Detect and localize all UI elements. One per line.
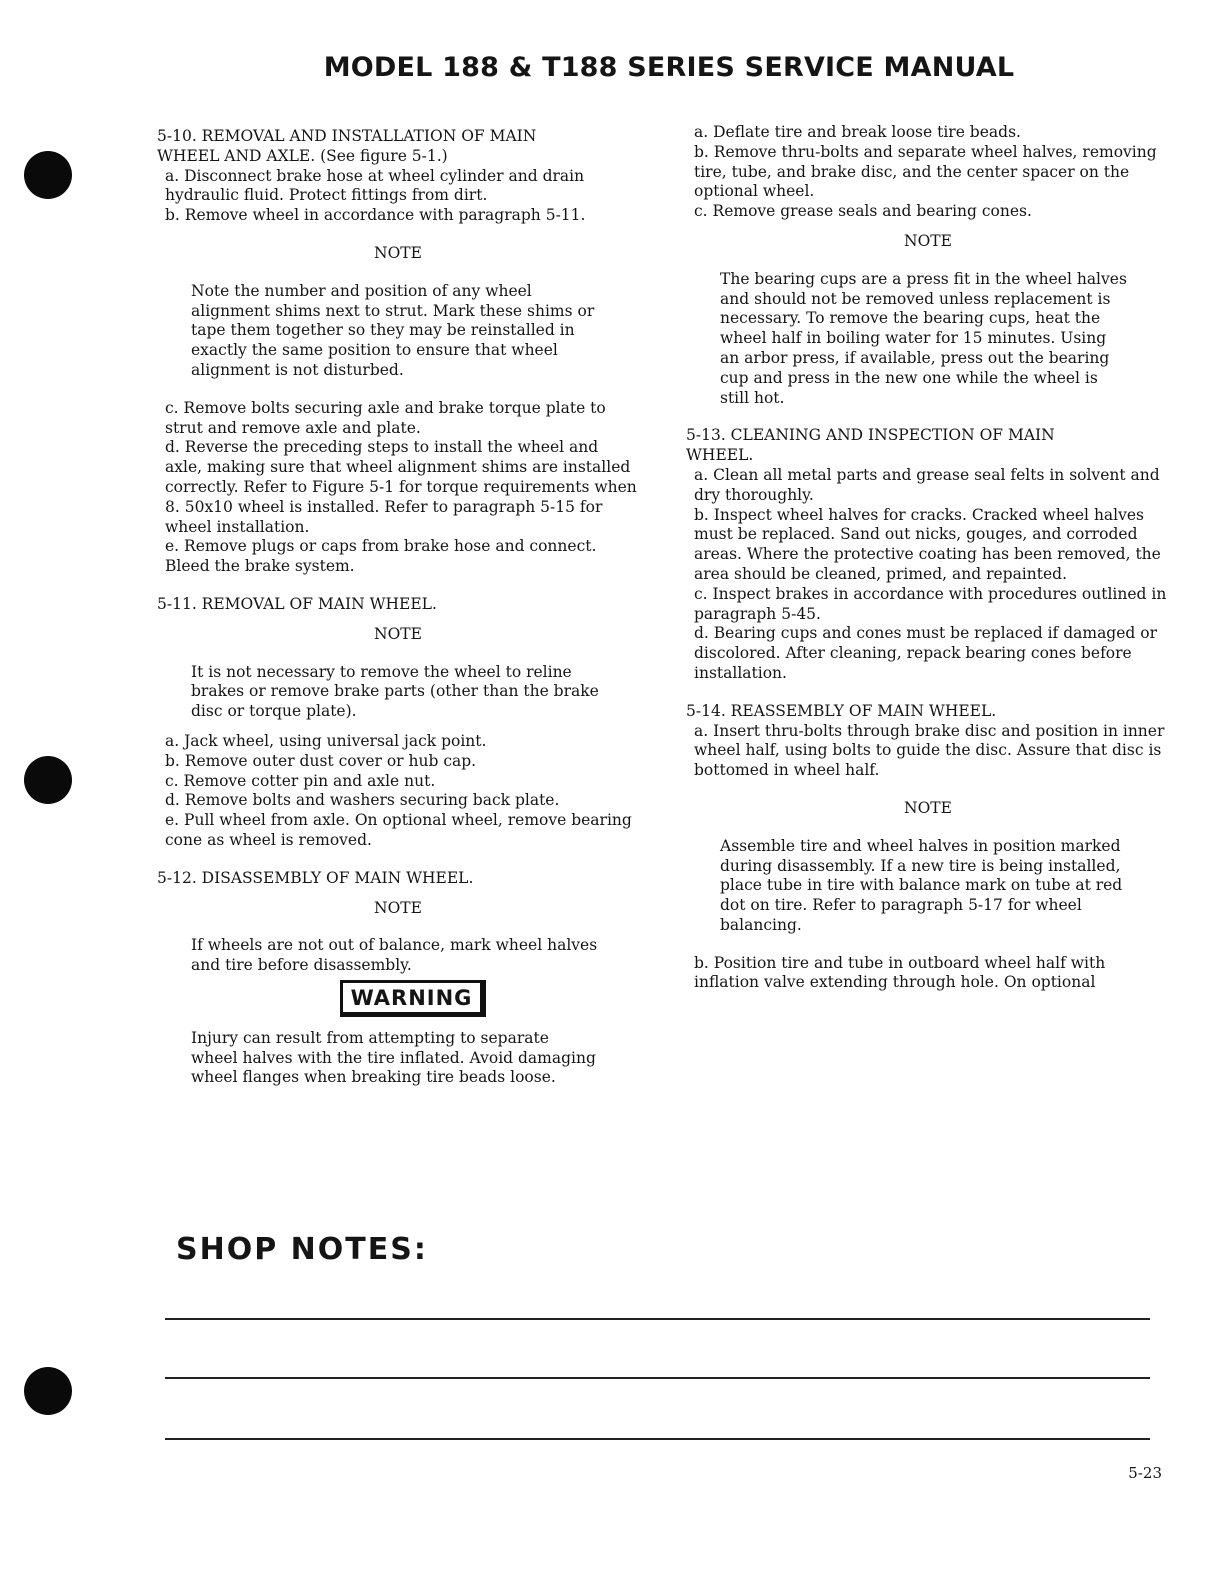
step-c: c. Inspect brakes in accordance with procedures outlined in paragraph 5-45.: [694, 584, 1167, 623]
binder-hole-icon: [24, 151, 72, 199]
step-a: a. Clean all metal parts and grease seal felts in solvent and dry thoroughly.: [694, 465, 1160, 504]
warning-text: Injury can result from attempting to separate wheel halves with the tire inflated. Avoid damaging wheel flanges when breaking tire beads loose.: [191, 1028, 596, 1087]
step-c: c. Remove cotter pin and axle nut.: [165, 771, 436, 790]
step-b: b. Remove wheel in accordance with paragraph 5-11.: [165, 206, 586, 225]
section-heading-5-13-cont: WHEEL.: [686, 446, 754, 465]
section-heading-5-12: 5-12. DISASSEMBLY OF MAIN WHEEL.: [157, 868, 474, 887]
step-e: e. Pull wheel from axle. On optional wheel, remove bearing cone as wheel is removed.: [165, 811, 632, 849]
note-label: NOTE: [374, 624, 422, 643]
step-c: c. Remove grease seals and bearing cones.: [694, 202, 1032, 221]
note-label: NOTE: [374, 243, 422, 262]
note-label: NOTE: [904, 798, 952, 817]
warning-badge: WARNING: [340, 980, 487, 1017]
step-a: a. Disconnect brake hose at wheel cylinder and drain hydraulic fluid. Protect fittings from dirt.: [165, 166, 585, 205]
note-text: The bearing cups are a press fit in the wheel halves and should not be removed unless replacement is necessary. To remove the bearing cups, heat the wheel half in boiling water for 15 minutes. Using an arbor press, if available, press out the bearing cup and press in the new one while the wheel is still hot.: [720, 269, 1127, 407]
notes-line: [165, 1318, 1150, 1320]
step-a: a. Deflate tire and break loose tire beads.: [694, 123, 1021, 141]
step-c: c. Remove bolts securing axle and brake torque plate to strut and remove axle and plate.: [165, 398, 606, 437]
notes-line: [165, 1438, 1150, 1440]
step-a: a. Jack wheel, using universal jack point.: [165, 731, 487, 750]
step-b: b. Inspect wheel halves for cracks. Cracked wheel halves must be replaced. Sand out nicks, gouges, and corroded areas. Where the protective coating has been removed, the area should be cleaned, primed, and repainted.: [694, 505, 1161, 583]
section-heading-5-13: 5-13. CLEANING AND INSPECTION OF MAIN: [686, 426, 1055, 445]
page-title: MODEL 188 & T188 SERIES SERVICE MANUAL: [323, 52, 1015, 83]
step-a: a. Insert thru-bolts through brake disc and position in inner wheel half, using bolts to guide the disc. Assure that disc is bottomed in wheel half.: [694, 721, 1165, 780]
left-column: [157, 127, 639, 1088]
note-label: NOTE: [374, 898, 422, 917]
section-heading-5-10: 5-10. REMOVAL AND INSTALLATION OF MAIN: [157, 127, 537, 145]
note-text: Note the number and position of any wheel alignment shims next to strut. Mark these shims or tape them together so they may be reinstalled in exactly the same position to ensure that wheel alignment is not disturbed.: [191, 281, 595, 379]
notes-line: [165, 1377, 1150, 1379]
step-e: e. Remove plugs or caps from brake hose and connect. Bleed the brake system.: [165, 537, 597, 576]
step-d: d. Reverse the preceding steps to install the wheel and axle, making sure that wheel alignment shims are installed correctly. Refer to Figure 5-1 for torque requirements when 8. 50x10 wheel is installed. Refer to paragraph 5-15 for wheel installation.: [165, 438, 637, 536]
note-text: If wheels are not out of balance, mark wheel halves and tire before disassembly.: [191, 936, 598, 975]
step-b: b. Remove outer dust cover or hub cap.: [165, 751, 477, 770]
step-d: d. Bearing cups and cones must be replaced if damaged or discolored. After cleaning, repack bearing cones before installation.: [694, 624, 1157, 682]
section-heading-5-10-cont: WHEEL AND AXLE. (See figure 5-1.): [157, 146, 448, 165]
binder-hole-icon: [24, 1367, 72, 1415]
step-b: b. Position tire and tube in outboard wheel half with inflation valve extending through hole. On optional: [694, 953, 1106, 992]
page-number: 5-23: [1128, 1464, 1162, 1482]
step-d: d. Remove bolts and washers securing back plate.: [165, 791, 560, 810]
section-heading-5-11: 5-11. REMOVAL OF MAIN WHEEL.: [157, 594, 437, 613]
note-label: NOTE: [904, 231, 952, 250]
shop-notes-label: SHOP NOTES:: [176, 1232, 428, 1267]
note-text: It is not necessary to remove the wheel to reline brakes or remove brake parts (other than the brake disc or torque plate).: [191, 662, 599, 721]
binder-hole-icon: [24, 756, 72, 804]
right-column: [686, 123, 1170, 993]
step-b: b. Remove thru-bolts and separate wheel halves, removing tire, tube, and brake disc, and the center spacer on the optional wheel.: [694, 142, 1157, 201]
section-heading-5-14: 5-14. REASSEMBLY OF MAIN WHEEL.: [686, 701, 997, 720]
note-text: Assemble tire and wheel halves in position marked during disassembly. If a new tire is being installed, place tube in tire with balance mark on tube at red dot on tire. Refer to paragraph 5-17 for wheel balancing.: [720, 836, 1123, 934]
